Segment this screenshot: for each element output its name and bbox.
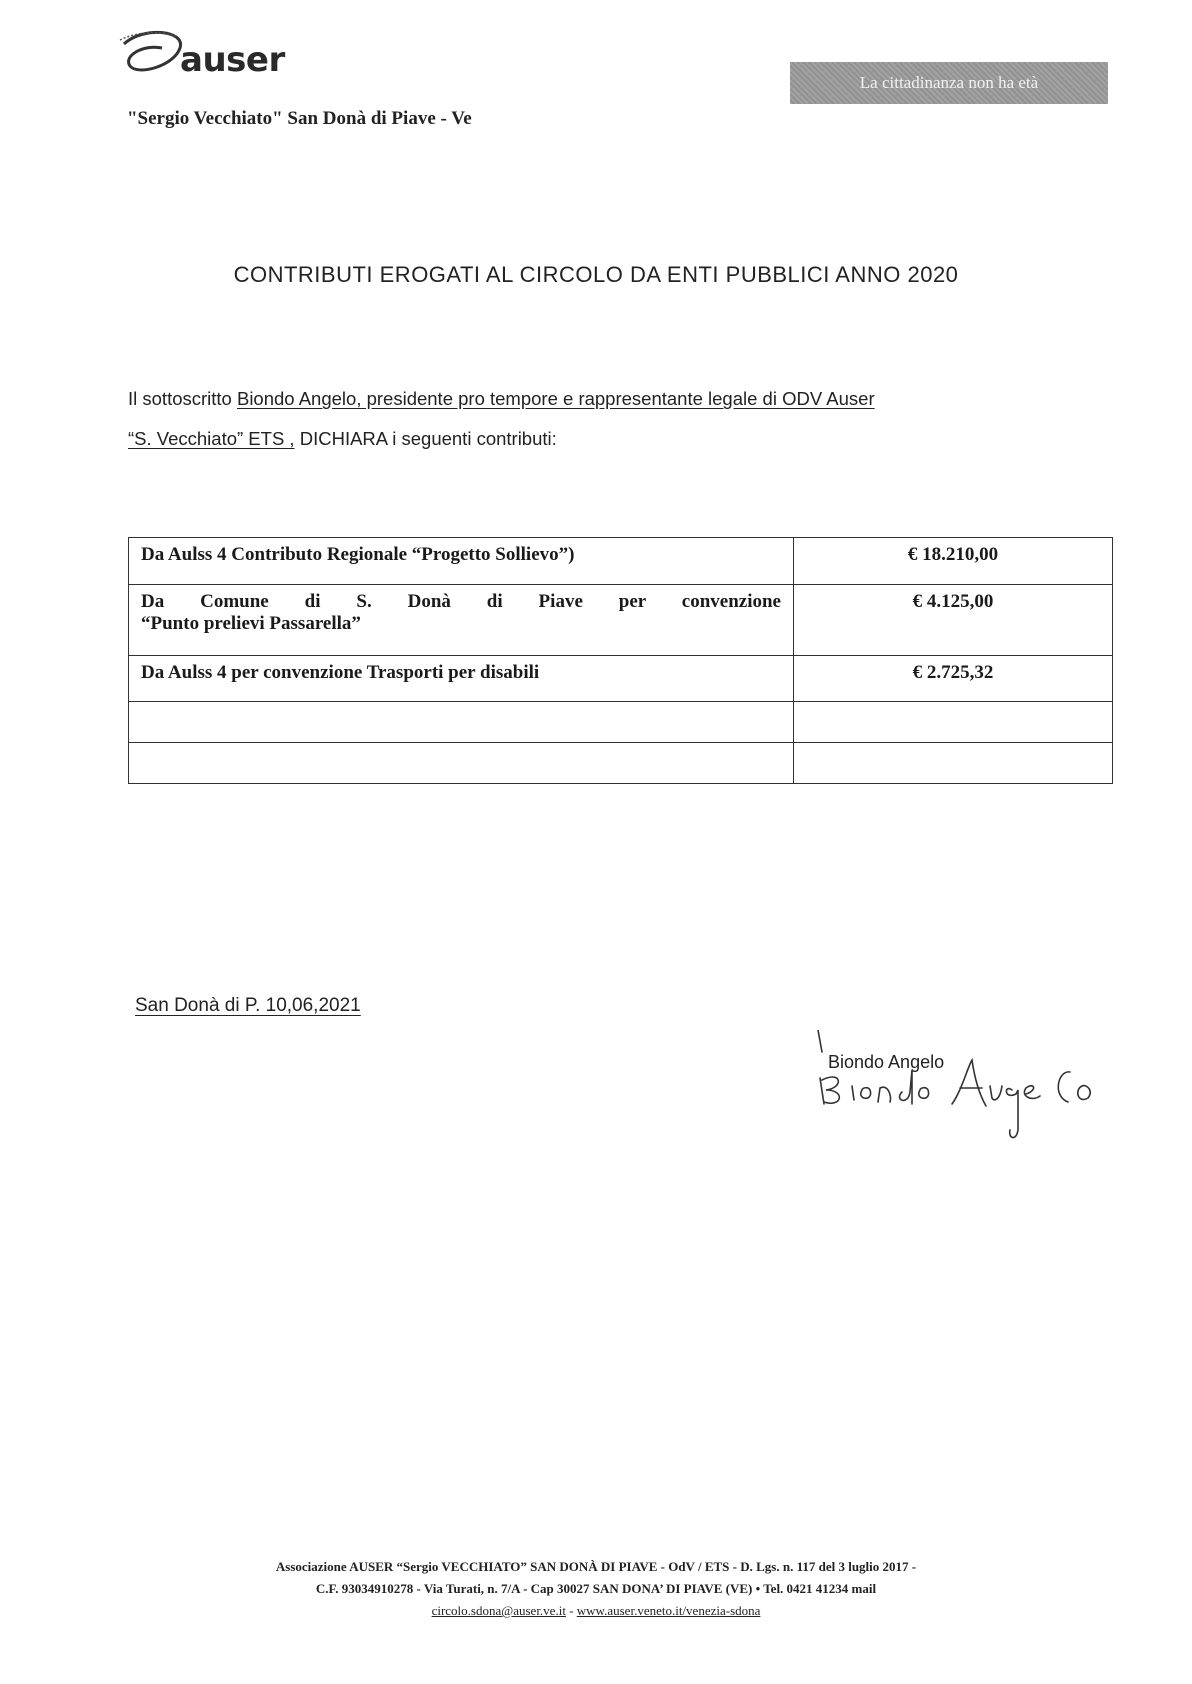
declaration-rest: DICHIARA i seguenti contributi: <box>294 428 557 449</box>
declaration-org: “S. Vecchiato” ETS , <box>128 428 295 449</box>
footer-line-3 <box>0 1600 1192 1622</box>
document-date: San Donà di P. 10,06,2021 <box>135 995 361 1016</box>
organization-subheading: "Sergio Vecchiato" San Donà di Piave - Ve <box>127 108 472 129</box>
declaration-signatory: Biondo Angelo, presidente pro tempore e rappresentante legale di ODV Auser <box>236 388 875 409</box>
table-row <box>129 585 1113 656</box>
logo-swirl-icon <box>118 26 188 84</box>
footer <box>0 1556 1192 1622</box>
page-title: CONTRIBUTI EROGATI AL CIRCOLO DA ENTI PUBBLICI ANNO 2020 <box>233 262 959 287</box>
footer-email-link[interactable]: circolo.sdona@auser.ve.it <box>431 1603 566 1618</box>
contribution-amount: € 4.125,00 <box>794 585 1113 656</box>
contribution-amount <box>794 743 1113 784</box>
declaration-line-2 <box>128 428 557 450</box>
contribution-description <box>129 743 794 784</box>
footer-website-link[interactable]: www.auser.veneto.it/venezia-sdona <box>576 1603 761 1618</box>
declaration-intro: Il sottoscritto <box>128 388 237 409</box>
contribution-description <box>129 702 794 743</box>
auser-logo <box>118 26 318 84</box>
contribution-description: Da Aulss 4 per convenzione Trasporti per disabili <box>129 656 794 702</box>
contribution-amount <box>794 702 1113 743</box>
contribution-description: Da Aulss 4 Contributo Regionale “Progetto Sollievo”) <box>129 538 794 585</box>
table-row <box>129 538 1113 585</box>
signer-name: Biondo Angelo <box>828 1052 945 1072</box>
contribution-description: Da Comune di S. Donà di Piave per convenzione “Punto prelievi Passarella” <box>129 585 794 656</box>
table-row <box>129 702 1113 743</box>
tagline-banner: La cittadinanza non ha età <box>790 62 1108 104</box>
declaration-line-1 <box>128 388 875 410</box>
footer-line-1: Associazione AUSER “Sergio VECCHIATO” SAN DONÀ DI PIAVE - OdV / ETS - D. Lgs. n. 117 del 3 luglio 2017 - <box>275 1559 917 1574</box>
table-row <box>129 743 1113 784</box>
logo-text: auser <box>180 40 285 80</box>
footer-line-2: C.F. 93034910278 - Via Turati, n. 7/A - Cap 30027 SAN DONA’ DI PIAVE (VE) • Tel. 0421 41234 mail <box>315 1581 877 1596</box>
contribution-amount: € 2.725,32 <box>794 656 1113 702</box>
table-row <box>129 656 1113 702</box>
contribution-amount: € 18.210,00 <box>794 538 1113 585</box>
footer-separator: - <box>565 1603 577 1618</box>
contributions-table <box>128 537 1113 784</box>
handwritten-signature <box>812 1030 1132 1150</box>
